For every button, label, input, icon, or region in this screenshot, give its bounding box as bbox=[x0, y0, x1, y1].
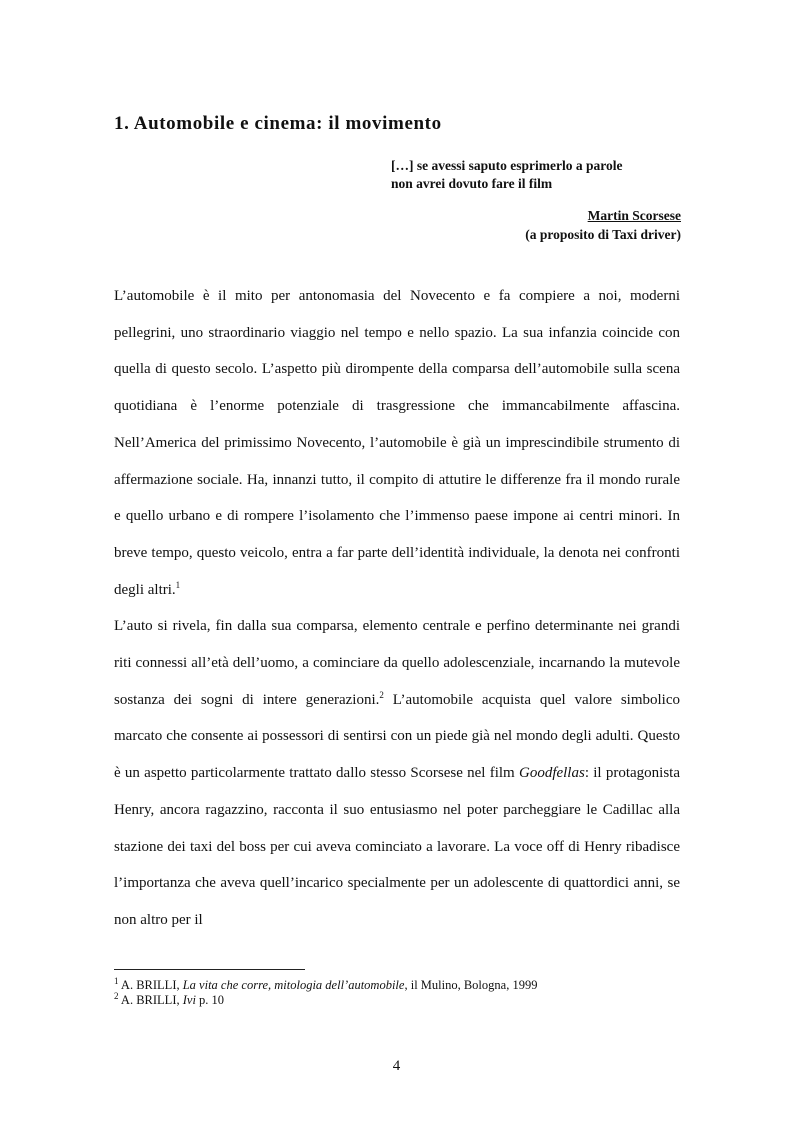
footnote-separator bbox=[114, 969, 305, 970]
epigraph-line-1: […] se avessi saputo esprimerlo a parole bbox=[391, 158, 623, 173]
footnote-2-title: Ivi bbox=[182, 993, 196, 1007]
paragraph-1 bbox=[114, 278, 680, 608]
paragraph-1-text: L’automobile è il mito per antonomasia del Novecento e fa compiere a noi, moderni pellegrini, uno straordinario viaggio nel tempo e nello spazio. La sua infanzia coincide con quella di questo secolo. L’aspetto più dirompente della comparsa dell’automobile sulla scena quotidiana è l’enorme potenziale di trasgressione che immancabilmente affascina. Nell’America del primissimo Novecento, l’automobile è già un imprescindibile strumento di affermazione sociale. Ha, innanzi tutto, il compito di attutire le differenze fra il mondo rurale e quello urbano e di rompere l’isolamento che l’immenso paese impone ai centri minori. In breve tempo, questo veicolo, entra a far parte dell’identità individuale, la denota nei confronti degli altri. bbox=[114, 288, 680, 598]
paragraph-2-part-3: : il protagonista Henry, ancora ragazzino, racconta il suo entusiasmo nel poter parcheggiare le Cadillac alla stazione dei taxi del boss per cui aveva cominciato a lavorare. La voce off di Henry ribadisce l’importanza che aveva quell’incarico specialmente per un adolescente di quattordici anni, se non altro per il bbox=[114, 765, 680, 928]
epigraph-quote bbox=[391, 157, 681, 193]
footnote-2 bbox=[114, 990, 680, 1008]
section-heading: 1. Automobile e cinema: il movimento bbox=[114, 113, 442, 134]
film-title: Goodfellas bbox=[518, 765, 585, 782]
paragraph-2-part-2: L’automobile acquista quel valore simbolico marcato che consente ai possessori di sentirsi con un piede già nel mondo degli adulti. Questo è un aspetto particolarmente trattato dallo stesso Scorsese nel film bbox=[114, 691, 680, 782]
footnote-1-author: A. BRILLI, bbox=[118, 978, 183, 992]
footnote-ref-1: 1 bbox=[175, 579, 181, 590]
footnote-1-title: La vita che corre, mitologia dell’automobile bbox=[182, 978, 405, 992]
footnotes bbox=[114, 975, 680, 1008]
footnote-2-number: 2 bbox=[114, 990, 119, 1001]
epigraph-attribution bbox=[391, 206, 681, 244]
page-number: 4 bbox=[392, 1058, 401, 1074]
footnote-2-author: A. BRILLI, bbox=[118, 993, 183, 1007]
footnote-ref-2: 2 bbox=[379, 689, 384, 700]
footnote-1-rest: , il Mulino, Bologna, 1999 bbox=[404, 978, 538, 992]
footnote-2-rest: p. 10 bbox=[195, 993, 225, 1007]
epigraph-line-2: non avrei dovuto fare il film bbox=[391, 176, 553, 191]
epigraph-context: (a proposito di Taxi driver) bbox=[525, 227, 681, 242]
footnote-1 bbox=[114, 975, 680, 993]
paragraph-2 bbox=[114, 608, 680, 938]
footnote-1-number: 1 bbox=[114, 975, 119, 986]
paragraph-2-part-1: L’auto si rivela, fin dalla sua comparsa, elemento centrale e perfino determinante nei grandi riti connessi all’età dell’uomo, a cominciare da quello adolescenziale, incarnando la mutevole sostanza dei sogni di intere generazioni. bbox=[114, 618, 680, 708]
epigraph-author: Martin Scorsese bbox=[587, 208, 681, 223]
body-text bbox=[114, 278, 680, 939]
